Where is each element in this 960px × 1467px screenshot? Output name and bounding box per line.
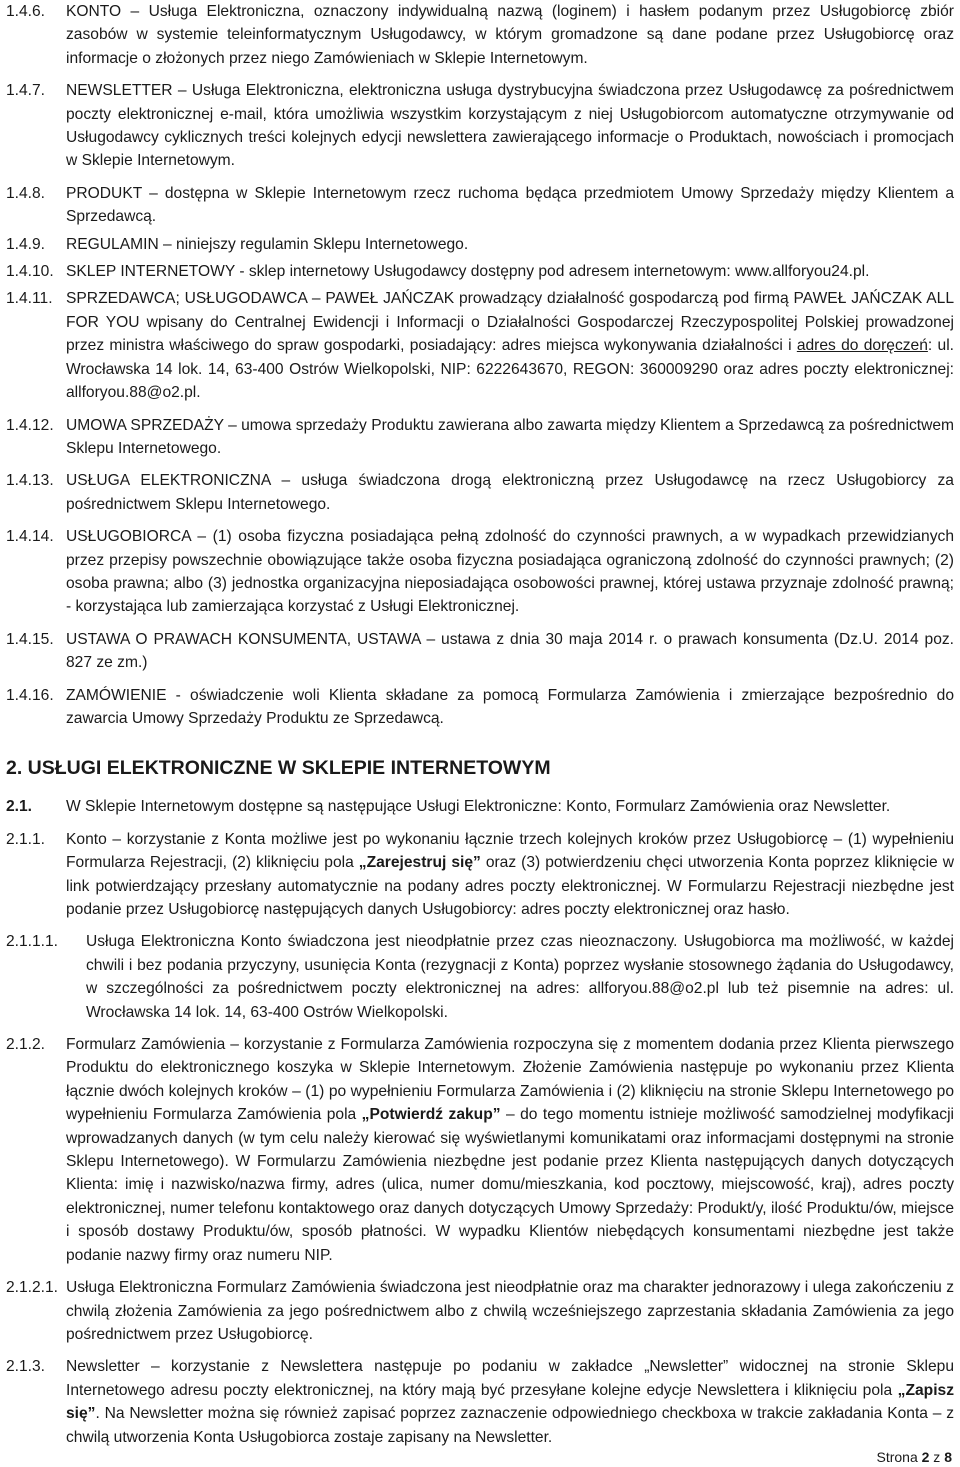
item-text: KONTO – Usługa Elektroniczna, oznaczony indywidualną nazwą (loginem) i hasłem podanym przez Usługobiorcę zbiór zasobów w systemie teleinformatycznym Usługodawcy, w którym gromadzone są dane podane przez Usługobiorcę oraz informacje o złożonych przez niego Zamówieniach w Sklepie Internetowym. <box>66 3 954 67</box>
item-text: ZAMÓWIENIE - oświadczenie woli Klienta składane za pomocą Formularza Zamówienia i zmierzające bezpośrednio do zawarcia Umowy Sprzedaży Produktu ze Sprzedawcą. <box>66 686 954 727</box>
item-number: 1.4.15. <box>6 630 54 648</box>
definition-item <box>6 0 954 70</box>
item-text: NEWSLETTER – Usługa Elektroniczna, elektroniczna usługa dystrybucyjna świadczona przez Usługodawcę za pośrednictwem poczty elektronicznej e-mail, która umożliwia wszystkim korzystającym z niej Usługobiorcom automatyczne otrzymywanie od Usługodawcy cyklicznych treści kolejnych edycji newslettera zawierającego informacje o Produktach, nowościach i promocjach w Sklepie Internetowym. <box>66 82 954 170</box>
item-number: 2.1.3. <box>6 1358 46 1376</box>
item-text: Usługa Elektroniczna Konto świadczona jest nieodpłatnie przez czas nieoznaczony. Usługobiorca ma możliwość, w każdej chwili i bez podania przyczyny, usunięcia Konta (rezygnacji z Konta) poprzez wysłanie stosownego żądania do Usługodawcy, w szczególności za pośrednictwem poczty elektronicznej na adres: allforyou.88@o2.pl lub też pisemnie na adres: ul. Wrocławska 14 lok. 14, 63-400 Ostrów Wielkopolski. <box>86 933 954 1021</box>
item-number: 2.1.2.1. <box>6 1279 59 1297</box>
item-text-part: SPRZEDAWCA; USŁUGODAWCA – PAWEŁ JAŃCZAK prowadzący działalność gospodarczą pod firmą PAWEŁ JAŃCZAK ALL FOR YOU wpisany do Centralnej Ewidencji i Informacji o Działalności Gospodarczej Rzeczypospolitej Polskiej prowadzonej przez ministra właściwego do spraw gospodarki, posiadający: adres miejsca wykonywania działalności i <box>66 290 954 355</box>
definition-item <box>6 684 954 731</box>
item-text-part: Newsletter – korzystanie z Newslettera następuje po podaniu w zakładce „Newsletter” widocznej na stronie Sklepu Internetowego adresu poczty elektronicznej, na który mają być przesyłane kolejne edycje Newslettera i kliknięciu pola <box>66 1358 954 1399</box>
item-number: 1.4.7. <box>6 82 46 100</box>
item-text: PRODUKT – dostępna w Sklepie Internetowym rzecz ruchoma będąca przedmiotem Umowy Sprzedaży między Klientem a Sprzedawcą. <box>66 184 954 226</box>
delivery-address-link[interactable]: adres do doręczeń <box>796 337 928 355</box>
section-item <box>6 930 954 1024</box>
item-text-part: : ul. Wrocławska 14 lok. 14, 63-400 Ostrów Wielkopolski, NIP: 6222643670, REGON: 360009290 oraz adres poczty elektronicznej: allforyou.88@o2.pl. <box>66 337 954 402</box>
footer-prefix: Strona <box>876 1449 922 1465</box>
item-text <box>66 1355 954 1449</box>
item-number: 1.4.9. <box>6 235 46 253</box>
item-text: USŁUGOBIORCA – (1) osoba fizyczna posiadająca pełną zdolność do czynności prawnych, a w wypadkach przewidzianych przez przepisy powszechnie obowiązujące także osoba fizyczna posiadająca ograniczoną zdolność do czynności prawnych; (2) osoba prawna; albo (3) jednostka organizacyjna nieposiadająca osobowości prawnej, której ustawa przyznaje zdolność prawną; - korzystająca lub zamierzająca korzystać z Usługi Elektronicznej. <box>66 528 954 616</box>
item-text: Usługa Elektroniczna Formularz Zamówienia świadczona jest nieodpłatnie oraz ma charakter jednorazowy i ulega zakończeniu z chwilą złożenia Zamówienia za jego pośrednictwem albo z chwilą wcześniejszego zaprzestania składania Zamówienia za jego pośrednictwem przez Usługobiorcę. <box>66 1279 954 1343</box>
item-number: 1.4.13. <box>6 472 54 490</box>
section-item <box>6 1276 954 1346</box>
footer-page-total: 8 <box>944 1449 952 1465</box>
definitions-list <box>6 0 954 730</box>
item-number: 1.4.16. <box>6 686 54 704</box>
item-text <box>66 1033 954 1267</box>
footer-separator: z <box>929 1449 945 1465</box>
definition-item <box>6 287 954 404</box>
register-field-label: „Zarejestruj się” <box>358 854 481 872</box>
item-number: 2.1.1.1. <box>6 933 59 951</box>
item-text-part: – do tego momentu istnieje możliwość samodzielnej modyfikacji wprowadzanych danych (w tym celu należy kierować się wyświetlanymi komunikatami oraz informacjami dostępnymi na stronie Sklepu Internetowego). W Formularzu Zamówienia niezbędne jest podanie przez Klienta następujących danych dotyczących Klienta: imię i nazwisko/nazwa firmy, adres (ulica, numer domu/mieszkania, kod pocztowy, miejscowość, kraj), adres poczty elektronicznej, numer telefonu kontaktowego oraz danych dotyczących Umowy Sprzedaży: Produkt/y, ilość Produktu/ów, miejsce i sposób dostawy Produktu/ów, sposób płatności. W wypadku Klientów niebędących konsumentami niezbędne jest także podanie nazwy firmy oraz numeru NIP. <box>66 1106 955 1264</box>
section-heading: 2. USŁUGI ELEKTRONICZNE W SKLEPIE INTERNETOWYM <box>6 757 551 780</box>
section-2-list <box>6 795 954 1449</box>
item-number: 1.4.14. <box>6 528 54 546</box>
definition-item <box>6 182 954 229</box>
definition-item <box>6 233 954 256</box>
item-text <box>66 828 954 922</box>
definition-item <box>6 414 954 461</box>
definition-item <box>6 525 954 619</box>
item-text-part: . Na Newsletter można się również zapisać poprzez zaznaczenie odpowiedniego checkboxa w trakcie zakładania Konta – z chwilą utworzenia Konta Usługobiorca zostaje zapisany na Newsletter. <box>66 1405 954 1446</box>
definition-item <box>6 260 954 283</box>
section-item <box>6 828 954 922</box>
item-number: 1.4.8. <box>6 184 46 202</box>
item-number: 1.4.11. <box>6 290 53 308</box>
item-text: USŁUGA ELEKTRONICZNA – usługa świadczona drogą elektroniczną przez Usługodawcę na rzecz Usługobiorcy za pośrednictwem Sklepu Internetowego. <box>66 472 954 513</box>
item-text: UMOWA SPRZEDAŻY – umowa sprzedaży Produktu zawierana albo zawarta między Klientem a Sprzedawcą za pośrednictwem Sklepu Internetowego. <box>66 416 954 457</box>
subscribe-field-label: „Zapisz się” <box>66 1381 954 1423</box>
item-text-part: Konto – korzystanie z Konta możliwe jest po wykonaniu łącznie trzech kolejnych kroków przez Usługobiorcę – (1) wypełnieniu Formularza Rejestracji, (2) kliknięciu pola <box>66 830 954 872</box>
definition-item <box>6 628 954 675</box>
definition-item <box>6 79 954 173</box>
item-number: 2.1.2. <box>6 1036 46 1054</box>
section-item <box>6 795 954 818</box>
item-number: 1.4.10. <box>6 263 54 281</box>
item-text: REGULAMIN – niniejszy regulamin Sklepu Internetowego. <box>66 235 469 253</box>
item-text-part: oraz (3) potwierdzeniu chęci utworzenia Konta poprzez kliknięcie w link potwierdzający przesłany automatycznie na podany adres poczty elektronicznej. W Formularzu Rejestracji niezbędne jest podanie przez Usługobiorcę następujących danych Usługobiorcy: adres poczty elektronicznej oraz hasło. <box>66 854 954 918</box>
section-item <box>6 1033 954 1267</box>
item-text: SKLEP INTERNETOWY - sklep internetowy Usługodawcy dostępny pod adresem internetowym: www.allforyou24.pl. <box>66 263 870 281</box>
item-number: 2.1.1. <box>6 830 46 848</box>
confirm-purchase-label: „Potwierdź zakup” <box>361 1106 501 1124</box>
item-text: USTAWA O PRAWACH KONSUMENTA, USTAWA – ustawa z dnia 30 maja 2014 r. o prawach konsumenta (Dz.U. 2014 poz. 827 ze zm.) <box>66 630 954 672</box>
footer-page-number: 2 <box>921 1449 930 1465</box>
definition-item <box>6 469 954 516</box>
item-text <box>66 287 954 404</box>
item-number: 1.4.12. <box>6 416 54 434</box>
section-item <box>6 1355 954 1449</box>
page-footer <box>876 1447 952 1467</box>
item-number: 2.1. <box>6 798 33 816</box>
item-text: W Sklepie Internetowym dostępne są następujące Usługi Elektroniczne: Konto, Formularz Zamówienia oraz Newsletter. <box>66 798 891 816</box>
item-number: 1.4.6. <box>6 3 46 20</box>
item-text-part: Formularz Zamówienia – korzystanie z Formularza Zamówienia rozpoczyna się z momentem dodania przez Klienta pierwszego Produktu do elektronicznego koszyka w Sklepie Internetowym. Złożenie Zamówienia następuje po wykonaniu przez Klienta łącznie dwóch kolejnych kroków – (1) po wypełnieniu Formularza Zamówienia i (2) kliknięciu na stronie Sklepu Internetowego po wypełnieniu Formularza Zamówienia pola <box>66 1036 954 1124</box>
